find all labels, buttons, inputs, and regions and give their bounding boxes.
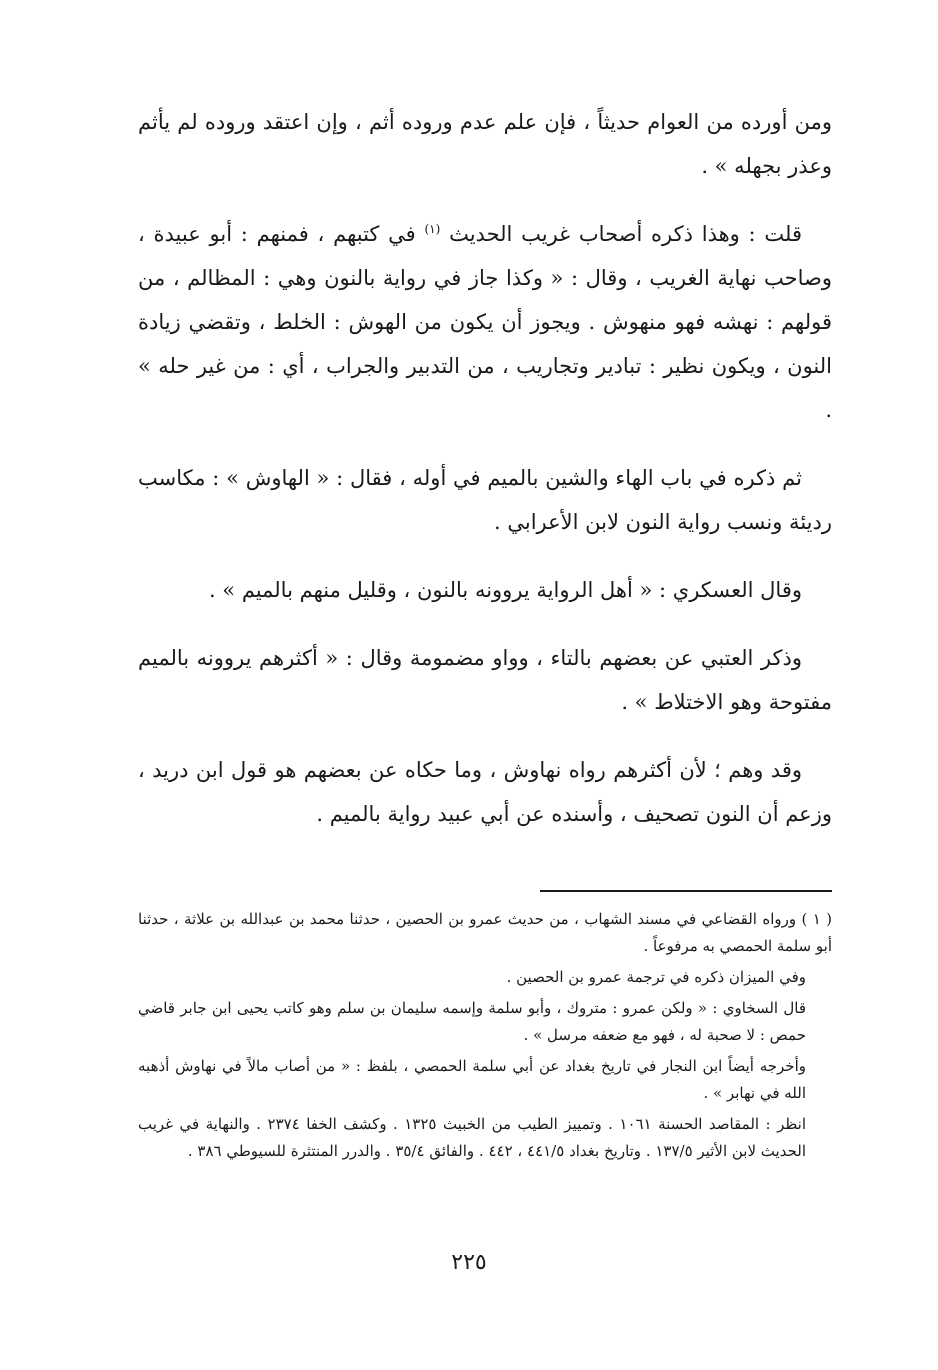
footnote-ref: (١): [424, 222, 441, 236]
footnote-divider: [540, 890, 832, 892]
paragraph-4: وقال العسكري : « أهل الرواية يروونه بالنون ، وقليل منهم بالميم » .: [208, 578, 802, 602]
footnote-1-mizan: وفي الميزان ذكره في ترجمة عمرو بن الحصين .: [506, 968, 806, 986]
paragraph-2-rest: في كتبهم ، فمنهم : أبو عبيدة ، وصاحب نهاية الغريب ، وقال : « وكذا جاز في رواية بالنون وهي : المظالم ، من قولهم : نهشه فهو منهوش . ويجوز أن يكون من الهوش : الخلط ، وتقضي زيادة النون ، ويكون نظير : تبادير وتجاريب ، من التدبير والجراب ، أي : من غير حله » .: [138, 222, 832, 422]
footnotes: [138, 906, 832, 1169]
paragraph-2: [138, 212, 832, 432]
paragraph-1: ومن أورده من العوام حديثاً ، فإن علم عدم وروده أثم ، وإن اعتقد وروده لم يأثم وعذر بجهله » .: [138, 110, 832, 178]
footnote-1-references: انظر : المقاصد الحسنة ١٠٦١ . وتمييز الطيب من الخبيث ١٣٢٥ . وكشف الخفا ٢٣٧٤ . والنهاية في غريب الحديث لابن الأثير ١٣٧/٥ . وتاريخ بغداد ٤٤١/٥ ، ٤٤٢ . والفائق ٣٥/٤ . والدرر المنتثرة للسيوطي ٣٨٦ .: [138, 1115, 806, 1160]
paragraph-3: ثم ذكره في باب الهاء والشين بالميم في أوله ، فقال : « الهاوش » : مكاسب رديئة ونسب رواية النون لابن الأعرابي .: [138, 466, 832, 534]
paragraph-6: وقد وهم ؛ لأن أكثرهم رواه نهاوش ، وما حكاه عن بعضهم هو قول ابن دريد ، وزعم أن النون تصحيف ، وأسنده عن أبي عبيد رواية بالميم .: [138, 758, 832, 826]
paragraph-5: وذكر العتبي عن بعضهم بالتاء ، وواو مضمومة وقال : « أكثرهم يروونه بالميم مفتوحة وهو الاختلاط » .: [138, 646, 832, 714]
paragraph-2-start: قلت : وهذا ذكره أصحاب غريب الحديث: [449, 222, 803, 246]
page-body: [138, 100, 832, 1160]
footnote-1-najjar: وأخرجه أيضاً ابن النجار في تاريخ بغداد عن أبي سلمة الحمصي ، بلفظ : « من أصاب مالاً في نهاوش أذهبه الله في نهابر » .: [138, 1057, 806, 1102]
page-number: ٢٢٥: [451, 1250, 487, 1275]
footnote-1: ( ١ ) ورواه القضاعي في مسند الشهاب ، من حديث عمرو بن الحصين ، حدثنا محمد بن عبدالله بن علاثة ، حدثنا أبو سلمة الحمصي به مرفوعاً .: [138, 910, 832, 955]
footnote-1-sakhawi: قال السخاوي : « ولكن عمرو : متروك ، وأبو سلمة وإسمه سليمان بن سلم وهو كاتب يحيى ابن جابر قاضي حمص : لا صحبة له ، فهو مع ضعفه مرسل » .: [138, 999, 806, 1044]
